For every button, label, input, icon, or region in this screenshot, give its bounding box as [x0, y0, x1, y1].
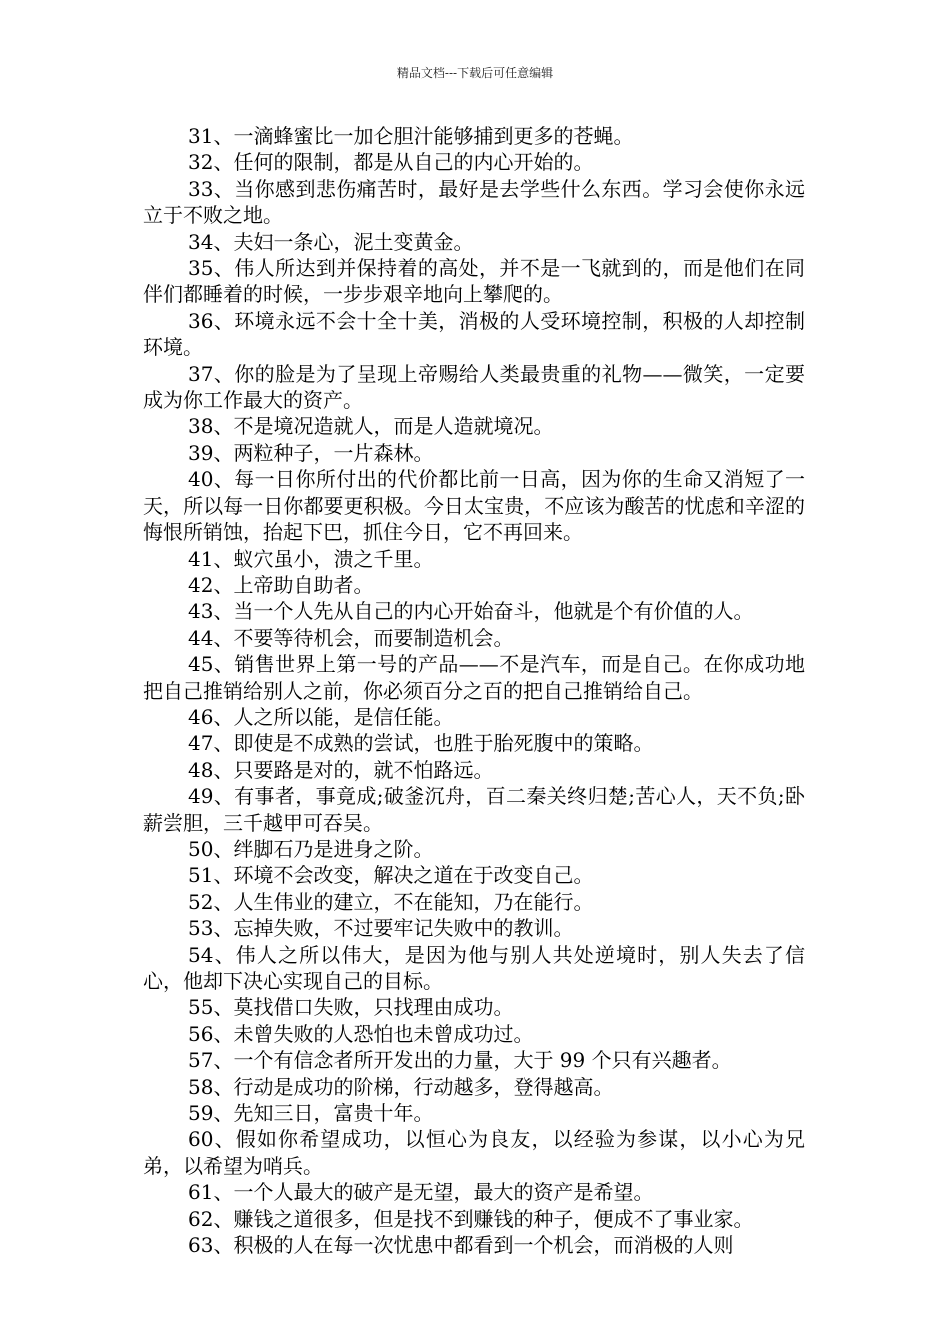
paragraph-60: 60、假如你希望成功，以恒心为良友，以经验为参谋，以小心为兄弟，以希望为哨兵。 — [143, 1127, 805, 1178]
paragraph-46: 46、人之所以能，是信任能。 — [188, 704, 454, 729]
paragraph-44: 44、不要等待机会，而要制造机会。 — [188, 625, 514, 650]
paragraph-55: 55、莫找借口失败，只找理由成功。 — [188, 995, 514, 1020]
paragraph-48: 48、只要路是对的，就不怕路远。 — [188, 757, 494, 782]
paragraph-52: 52、人生伟业的建立，不在能知，乃在能行。 — [188, 889, 594, 914]
paragraph-54: 54、伟人之所以伟大，是因为他与别人共处逆境时，别人失去了信心，他却下决心实现自己的目标。 — [143, 942, 805, 993]
paragraph-35: 35、伟人所达到并保持着的高处，并不是一飞就到的，而是他们在同伴们都睡着的时候，一步步艰辛地向上攀爬的。 — [143, 256, 805, 307]
paragraph-56: 56、未曾失败的人恐怕也未曾成功过。 — [188, 1021, 534, 1046]
paragraph-51: 51、环境不会改变，解决之道在于改变自己。 — [188, 863, 594, 888]
paragraph-34: 34、夫妇一条心，泥土变黄金。 — [188, 229, 474, 254]
page-header: 精品文档---下载后可任意编辑 — [396, 66, 554, 80]
paragraph-43: 43、当一个人先从自己的内心开始奋斗，他就是个有价值的人。 — [188, 599, 754, 624]
paragraph-58: 58、行动是成功的阶梯，行动越多，登得越高。 — [188, 1074, 614, 1099]
paragraph-33: 33、当你感到悲伤痛苦时，最好是去学些什么东西。学习会使你永远立于不败之地。 — [143, 176, 805, 228]
paragraph-40: 40、每一日你所付出的代价都比前一日高，因为你的生命又消短了一天，所以每一日你都要更积极。今日太宝贵，不应该为酸苦的忧虑和辛涩的悔恨所销蚀，抬起下巴，抓住今日，它不再回来。 — [143, 467, 805, 545]
paragraph-37: 37、你的脸是为了呈现上帝赐给人类最贵重的礼物——微笑，一定要成为你工作最大的资产。 — [143, 361, 805, 413]
paragraph-53: 53、忘掉失败，不过要牢记失败中的教训。 — [188, 916, 574, 941]
paragraph-57: 57、一个有信念者所开发出的力量，大于 99 个只有兴趣者。 — [188, 1048, 732, 1073]
paragraph-31: 31、一滴蜂蜜比一加仑胆汁能够捕到更多的苍蝇。 — [188, 124, 634, 148]
paragraph-63: 63、积极的人在每一次忧患中都看到一个机会，而消极的人则 — [188, 1233, 734, 1258]
paragraph-41: 41、蚁穴虽小，溃之千里。 — [188, 546, 434, 571]
paragraph-42: 42、上帝助自助者。 — [188, 572, 374, 597]
paragraph-59: 59、先知三日，富贵十年。 — [188, 1101, 434, 1126]
paragraph-32: 32、任何的限制，都是从自己的内心开始的。 — [188, 150, 594, 175]
paragraph-38: 38、不是境况造就人，而是人造就境况。 — [188, 414, 554, 439]
paragraph-45: 45、销售世界上第一号的产品——不是汽车，而是自己。在你成功地把自己推销给别人之前，你必须百分之百的把自己推销给自己。 — [143, 652, 805, 703]
paragraph-47: 47、即使是不成熟的尝试，也胜于胎死腹中的策略。 — [188, 731, 654, 756]
paragraph-61: 61、一个人最大的破产是无望，最大的资产是希望。 — [188, 1180, 654, 1205]
paragraph-62: 62、赚钱之道很多，但是找不到赚钱的种子，便成不了事业家。 — [188, 1206, 754, 1231]
paragraph-36: 36、环境永远不会十全十美，消极的人受环境控制，积极的人却控制环境。 — [143, 308, 805, 360]
paragraph-50: 50、绊脚石乃是进身之阶。 — [188, 836, 434, 861]
paragraph-39: 39、两粒种子，一片森林。 — [188, 440, 434, 465]
document-body — [143, 123, 805, 1258]
paragraph-49: 49、有事者，事竟成;破釜沉舟，百二秦关终归楚;苦心人，天不负;卧薪尝胆，三千越甲可吞吴。 — [143, 784, 805, 835]
